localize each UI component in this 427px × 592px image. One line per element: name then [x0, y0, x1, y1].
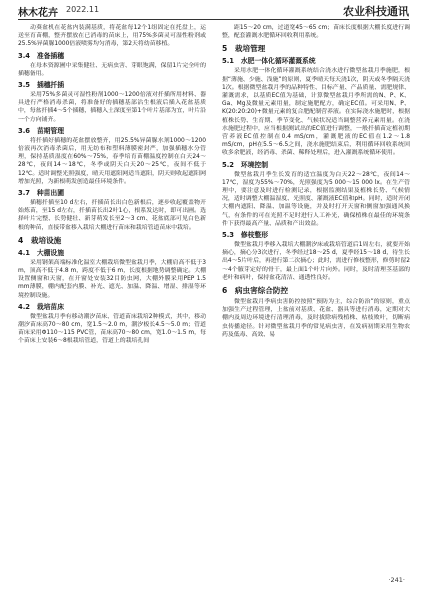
body-paragraph: 微型盆栽月季生长发育的适宜温度为白天22～28℃，夜间14～17℃，湿度为55%～70%，光照强度为5 000～15 000 lx。在生产管理中，要注意及时进行检测记录，根据监测结果及植株长势、气候情况，适时调整大棚温湿度、光照度、灌溉液EC值和pH。同时，适时开闭大棚内遮阳、降温、加温等设施，并及时打开天窗和侧窗加强通风换气，有条件的可在光照不足时进行人工补光，确保植株在最佳的环境条件下获得最高产量、品质和产出效益。	[222, 171, 410, 227]
body-paragraph: 将扦插好插穗的花盆摆放整齐，用25.5%异菌脲水剂1000～1200倍液再次消毒杀菌后，用无纺布和塑料薄膜密封严，加强插穗水分管理，保持基质湿度在60%～75%，春季培育苗棚温度控制在白天24～28℃，夜间14～18℃，冬季或阴天白天20～25℃，夜间不低于12℃。适时调整光照强度，晴天用遮阳网适当遮阳，阴天则收起遮阳网增加光照，为新根萌发创造最佳环境条件。	[18, 137, 206, 185]
body-paragraph: 采用钢架高端标准化温室大棚栽培微型盆栽月季，大棚肩高不低于3 m，顶高不低于4.8 m，跨度不低于6 m，长度根据地势调整确定。大棚设置侧窗和天窗，在开窗处安装32目防虫网，大棚外膜采用PEP 1.5 mm薄膜，棚内配套内膜、补光、遮光、加温、降温、增湿、排湿等环境控制设施。	[18, 259, 206, 299]
section-heading: 6 病虫害综合防控	[222, 286, 289, 296]
subsection-heading: 3.6 苗期管理	[18, 126, 65, 135]
left-text-column	[18, 24, 206, 572]
body-paragraph: 距15～20 cm，过道宽45～65 cm；苗床长度根据大棚长度进行调整，配套灌溉水肥循环回收利用系统。	[222, 25, 410, 40]
right-text-column	[222, 24, 410, 572]
body-paragraph: 采用75%多菌灵可湿性粉剂1000～1200倍液对扦插所用材料、器具进行严格消毒杀菌，将准备好的插穗基部沾生根液后插入花盆基质中，每盆扦插4～5个插穗，插穗入土深度至第1个叶片基部为宜，叶片沿一个方向铺齐。	[18, 92, 206, 123]
subsection-heading: 5.3 修枝整形	[222, 231, 269, 240]
journal-section-title: 林木花卉	[18, 8, 58, 19]
subsection-heading: 4.2 栽培苗床	[18, 302, 65, 311]
subsection-heading: 5.1 水肥一体化循环灌溉系统	[222, 57, 316, 66]
body-paragraph: 微型盆栽月季病虫害防控按照“预防为主，综合防治”的原则，重点加强生产过程管理，上盆前对基质、花盆、器具等进行消毒，定期对大棚内及周边环境进行清理消毒，及时拔除病残植株、枯枝败叶，切断病虫传播途径。针对微型盆栽月季的常见病虫害，在发病初期采用生物农药及低毒、高效、易	[222, 299, 410, 338]
section-heading: 5 栽培管理	[222, 44, 266, 54]
subsection-heading: 3.4 准备插穗	[18, 51, 65, 60]
subsection-heading: 3.5 插穗扦插	[18, 81, 65, 90]
body-paragraph: 微型盆栽月季移入栽培大棚潮汐床或栽培管道后1周左右，就要开始摘心，摘心分3次进行，冬季经过18～25 d，夏季经15～18 d，待生长出4～5片叶后，再进行第二次摘心；此时，需进行修枝整形，修剪时留2～4个腋芽定好的骨干，最上面1个叶片向外。同时，及时清理茎基部的老叶和病叶，保持盆花清洁、通透性良好。	[222, 242, 410, 281]
page-number: ·241·	[388, 576, 405, 584]
journal-brand-logo: 农业科技通讯	[343, 5, 409, 18]
body-paragraph: 动葵盆机在花盆内装满基质，将花盆每12个1组固定在托盘上，运送至育苗棚，整齐摆放在已消毒的苗床上，用75%多菌灵可湿性粉剂或25.5%异菌脲1000倍液喷雾均匀消毒，第2天将幼苗移植。	[18, 25, 206, 48]
header-divider	[18, 19, 409, 20]
page-header	[0, 0, 427, 22]
subsection-heading: 5.2 环境控制	[222, 160, 269, 169]
body-paragraph: 微型盆栽月季有移动潮汐苗床、管道苗床栽培2种模式，其中，移动潮汐苗床高70～80 cm，宽1.5～2.0 m，潮汐板长4.5～5.0 m；管道苗床采用Φ110～115 PVC管，苗床高70～80 cm，宽1.0～1.5 m，每个苗床上安装6～8根栽培管道，管道上的栽培孔间	[18, 313, 206, 345]
subsection-heading: 3.7 种苗出圃	[18, 189, 65, 198]
body-paragraph: 插穗扦插至10 d左右，扦插苗长出白色新根后，逐步收起覆盖物开始炼苗，至15 d左右，扦插苗长出2叶1心，根系发达时，即可出圃。选择叶片完整、长势健壮、新芽萌发长至2～3 cm、花盆底部可见白色新根的种苗，直接带盆移入栽培大棚进行苗床和栽培管道苗床中栽培。	[18, 200, 206, 231]
body-paragraph: 采用水肥一体化循环灌溉系统结合浇水进行微型盆栽月季施肥，根据“薄施、少施、浅施”的原则，夏季晴天每天浇1次，阴天或冬季隔天浇1次。根据微型盆栽月季的品种特性、目标产量、产品质量、需肥规律、灌溉需求，以基质EC值为基础，计算微型盆栽月季所需的N、P、K、Ga、Mg及微量元素用量，制定施肥配方，确定EC值。可采用N、P、K(20:20:20)+微量元素的复合肥配制营养液。在实际浇水施肥时，根据植株长势、生育期、季节变化、气候状况适当调整营养元素用量。在浇水施肥过程中，应当根据测试出的EC值进行调整，一般扦插苗定植初期营养液EC值控制在0.4 mS/cm，灌溉肥液的EC值在1.2～1.8 mS/cm，pH在5.5～6.5之间，浇水施肥结束后，利用循环回收系统回收多余肥液，经消毒、杀菌、稀释处理后，进入灌溉系统循环使用。	[222, 68, 410, 157]
section-heading: 4 栽培设施	[18, 235, 62, 245]
subsection-heading: 4.1 大棚设施	[18, 248, 65, 257]
body-paragraph: 在母本资源圃中采集健壮、无病虫害、芽眼饱满，保留1片完全叶的插穗备用。	[18, 62, 206, 77]
journal-issue-label: 2022.11	[66, 5, 100, 14]
